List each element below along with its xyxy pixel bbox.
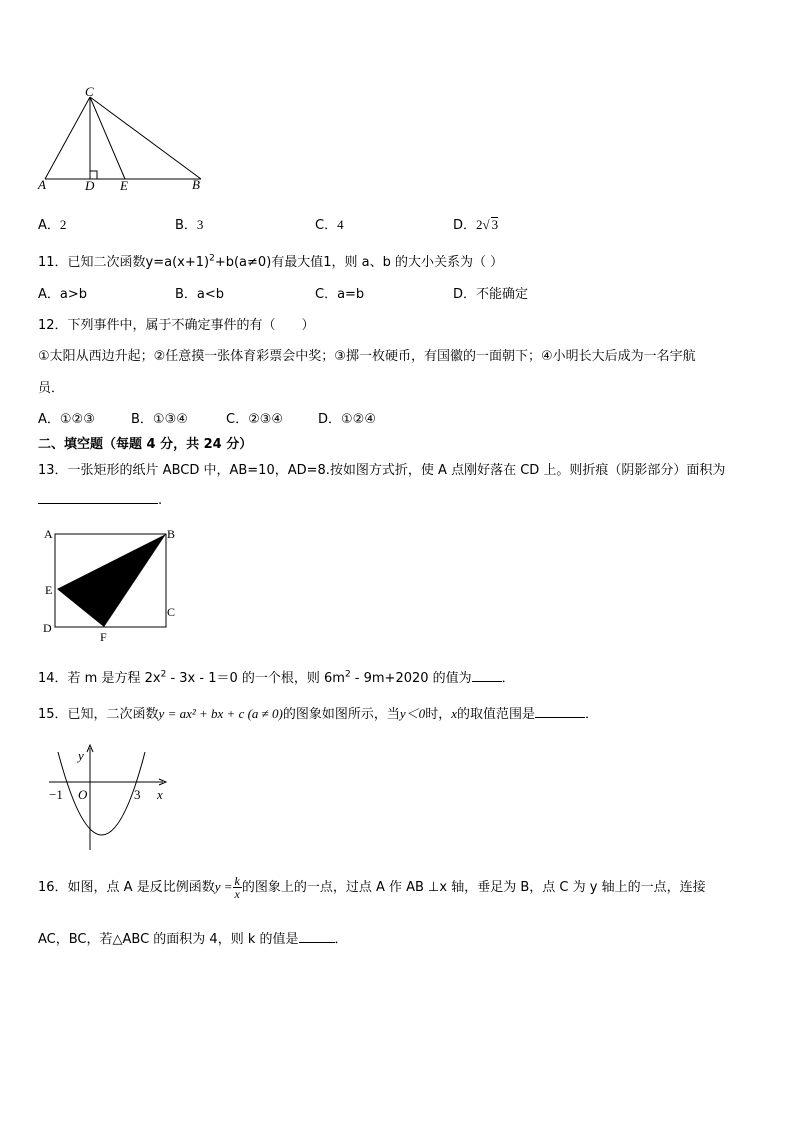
- q11-stem-part1: 11．已知二次函数y=a(x+1): [38, 255, 210, 270]
- sqrt-radicand: 3: [491, 217, 499, 232]
- label-B: B: [167, 527, 176, 541]
- q15-part1: 15．已知，二次函数: [38, 707, 159, 722]
- q14-end: ．: [501, 671, 515, 686]
- q11-option-d[interactable]: D．不能确定: [453, 287, 529, 302]
- q12-option-b[interactable]: B．①③④: [131, 412, 188, 427]
- sqrt-sign: √: [482, 217, 490, 232]
- label-E: E: [120, 178, 128, 193]
- answer-blank[interactable]: [299, 930, 335, 943]
- q15-condition: y＜0: [399, 706, 426, 721]
- label-D: D: [85, 178, 95, 193]
- q11-option-b[interactable]: B．a<b: [175, 287, 225, 302]
- q11-exponent: 2: [209, 253, 215, 264]
- label-A: A: [38, 177, 46, 192]
- q16-stem-line2: [38, 928, 348, 947]
- label-y: y: [78, 748, 84, 763]
- q15-part2: 的图象如图所示，当: [282, 707, 400, 722]
- q16-y-equals: y =: [214, 879, 233, 894]
- option-letter: C．: [315, 218, 338, 233]
- option-value: 3: [196, 217, 204, 232]
- label-D: D: [43, 621, 52, 635]
- parabola-curve: [58, 752, 145, 835]
- option-letter: D．: [453, 218, 477, 233]
- q12-events-line1: ①太阳从西边升起；②任意摸一张体育彩票会中奖；③掷一枚硬币，有国徽的一面朝下；④小明长大后成为一名宇航: [38, 349, 696, 364]
- label-C: C: [85, 84, 94, 99]
- option-letter: B．: [175, 218, 197, 233]
- q15-part3: 时，: [425, 707, 452, 722]
- q15-variable: x: [451, 706, 457, 721]
- label-B: B: [192, 177, 200, 192]
- q11-option-a[interactable]: A．a>b: [38, 287, 88, 302]
- q12-stem: 12．下列事件中，属于不确定事件的有（ ）: [38, 318, 315, 333]
- q16-part1: 16．如图，点 A 是反比例函数: [38, 880, 215, 895]
- q13-end-period: .: [158, 493, 163, 508]
- q12-events-line2: 员．: [38, 381, 65, 396]
- label-origin: O: [78, 787, 88, 802]
- q14-part1: 14．若 m 是方程 2x: [38, 671, 161, 686]
- fraction-denominator: x: [234, 887, 240, 901]
- q11-stem-part2: +b(a≠0)有最大值1，则 a、b 的大小关系为（ ）: [214, 255, 504, 270]
- q14-exp1: 2: [160, 669, 167, 680]
- fraction-numerator: k: [234, 874, 240, 888]
- option-value-coefficient: 2: [476, 217, 483, 232]
- q16-stem-line1: [38, 872, 706, 903]
- q12-option-c[interactable]: C．②③④: [226, 412, 284, 427]
- q11-option-c[interactable]: C．a=b: [315, 287, 365, 302]
- q14-part3: - 9m+2020 的值为: [350, 671, 472, 686]
- label-A: A: [44, 527, 53, 541]
- q15-formula: y = ax² + bx + c (a ≠ 0): [158, 706, 283, 721]
- option-value: 4: [337, 217, 344, 232]
- section-heading: 二、填空题（每题 4 分，共 24 分）: [38, 437, 253, 452]
- q13-stem: 13．一张矩形的纸片 ABCD 中，AB=10，AD=8.按如图方式折，使 A 点刚好落在 CD 上。则折痕（阴影部分）面积为: [38, 463, 726, 478]
- q16-line2-text: AC，BC，若△ABC 的面积为 4，则 k 的值是: [38, 932, 299, 947]
- q15-part4: 的取值范围是: [456, 707, 535, 722]
- label-neg-one: −1: [49, 787, 63, 802]
- q16-end: ．: [334, 932, 348, 947]
- label-C: C: [167, 605, 176, 619]
- option-letter: A．: [38, 218, 60, 233]
- q14-part2: - 3x - 1＝0 的一个根，则 6m: [166, 671, 345, 686]
- q12-option-a[interactable]: A．①②③: [38, 412, 95, 427]
- q14-exp2: 2: [344, 669, 351, 680]
- q15-end: ．: [585, 707, 599, 722]
- q16-part2: 的图象上的一点，过点 A 作 AB ⊥x 轴，垂足为 B，点 C 为 y 轴上的一点，连接: [241, 880, 706, 895]
- label-E: E: [45, 583, 53, 597]
- label-F: F: [100, 630, 107, 644]
- label-three: 3: [134, 787, 141, 802]
- option-value: 2: [59, 217, 67, 232]
- q12-option-d[interactable]: D．①②④: [318, 412, 376, 427]
- label-x: x: [157, 787, 163, 802]
- fraction-k-over-x: [233, 875, 242, 900]
